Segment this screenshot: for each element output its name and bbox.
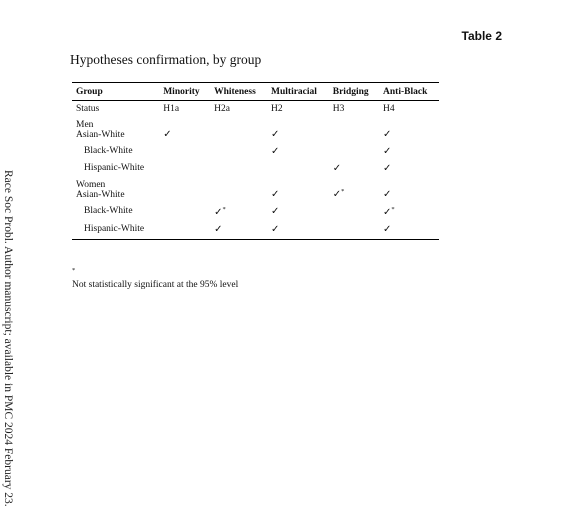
status-anti-black: H4 — [383, 104, 395, 114]
col-header-group: Group — [72, 83, 159, 101]
group-label-women: Women — [76, 180, 106, 190]
row-label-asian-white: Asian-White — [76, 190, 125, 200]
check-icon: ✓ — [383, 163, 392, 174]
row-label-black-white: Black-White — [84, 146, 133, 156]
header-row — [72, 83, 439, 101]
cell-anti-black — [379, 117, 439, 143]
col-header-bridging: Bridging — [329, 83, 379, 101]
col-header-whiteness: Whiteness — [210, 83, 267, 101]
cell-whiteness — [210, 221, 267, 240]
table-row — [72, 177, 439, 203]
cell-whiteness — [210, 143, 267, 160]
side-note-text: Race Soc Probl. Author manuscript; available in PMC 2024 February 23. — [2, 170, 14, 507]
cell-whiteness — [210, 160, 267, 177]
check-icon: ✓ — [332, 163, 342, 174]
row-label-hispanic-white: Hispanic-White — [84, 163, 145, 173]
cell-multiracial — [267, 203, 329, 221]
cell-anti-black — [379, 203, 439, 221]
table-caption: Hypotheses confirmation, by group — [70, 52, 262, 67]
row-label — [72, 117, 159, 143]
col-header-minority: Minority — [159, 83, 210, 101]
hypotheses-table — [72, 82, 439, 240]
row-label — [72, 177, 159, 203]
status-label: Status — [76, 104, 100, 114]
cell-whiteness — [210, 203, 267, 221]
significance-star: * — [341, 187, 345, 195]
check-icon: ✓ — [383, 129, 392, 140]
cell-bridging — [329, 203, 379, 221]
col-header-multiracial: Multiracial — [267, 83, 329, 101]
col-header-anti-black: Anti-Black — [379, 83, 439, 101]
cell-bridging — [329, 143, 379, 160]
cell-minority — [159, 160, 210, 177]
row-label-asian-white: Asian-White — [76, 130, 125, 140]
cell-multiracial — [267, 143, 329, 160]
cell-whiteness — [210, 117, 267, 143]
check-icon: ✓ — [383, 146, 392, 157]
cell-minority — [159, 143, 210, 160]
cell-anti-black — [379, 160, 439, 177]
check-icon: ✓ — [271, 224, 280, 236]
cell-whiteness — [210, 177, 267, 203]
row-label-hispanic-white: Hispanic-White — [72, 221, 159, 240]
check-icon: ✓ — [383, 207, 392, 219]
cell-bridging — [329, 160, 379, 177]
row-label-black-white: Black-White — [84, 206, 133, 216]
cell-minority — [159, 117, 210, 143]
check-icon: ✓ — [383, 189, 392, 200]
cell-minority — [159, 221, 210, 240]
significance-star: * — [222, 206, 226, 213]
table-label: Table 2 — [461, 29, 502, 43]
table-row — [72, 203, 439, 221]
status-multiracial: H2 — [271, 104, 283, 114]
check-icon: ✓ — [163, 129, 172, 140]
check-icon: ✓ — [271, 189, 280, 200]
table-row — [72, 143, 439, 160]
cell-minority — [159, 203, 210, 221]
status-bridging: H3 — [332, 104, 345, 114]
status-row — [72, 101, 439, 118]
table-row — [72, 117, 439, 143]
significance-star: * — [391, 206, 395, 213]
footnote-text: Not statistically significant at the 95% level — [72, 280, 239, 291]
check-icon: ✓ — [332, 189, 342, 200]
check-icon: ✓ — [214, 224, 223, 236]
check-icon: ✓ — [271, 146, 280, 157]
cell-bridging — [329, 221, 379, 240]
cell-anti-black — [379, 221, 439, 240]
cell-multiracial — [267, 221, 329, 240]
footnote-marker: * — [72, 267, 76, 274]
check-icon: ✓ — [271, 206, 280, 217]
table-row — [72, 221, 439, 240]
status-minority: H1a — [163, 104, 180, 114]
check-icon: ✓ — [214, 207, 223, 219]
status-whiteness: H2a — [214, 104, 230, 114]
cell-bridging — [329, 117, 379, 143]
cell-multiracial — [267, 160, 329, 177]
table-footnote — [72, 268, 238, 290]
cell-anti-black — [379, 177, 439, 203]
cell-multiracial — [267, 177, 329, 203]
cell-multiracial — [267, 117, 329, 143]
cell-minority — [159, 177, 210, 203]
table-row — [72, 160, 439, 177]
check-icon: ✓ — [383, 224, 392, 236]
group-label-men: Men — [76, 120, 94, 130]
check-icon: ✓ — [271, 129, 280, 140]
cell-bridging — [329, 177, 379, 203]
cell-anti-black — [379, 143, 439, 160]
side-note — [0, 0, 30, 507]
